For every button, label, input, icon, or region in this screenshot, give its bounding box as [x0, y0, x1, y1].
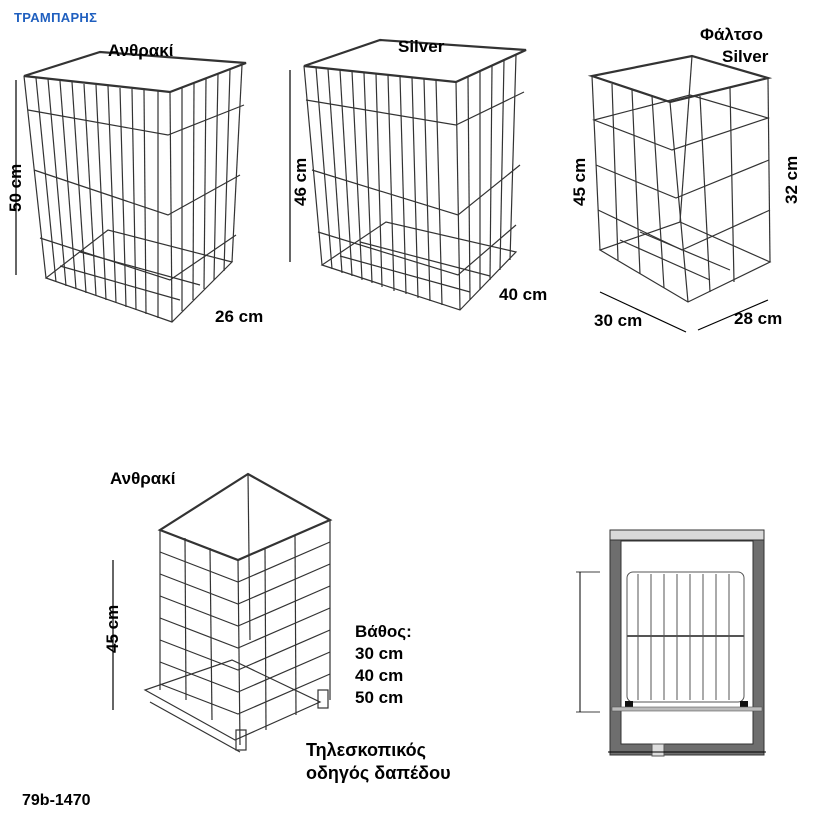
basket-2-width: 40 cm — [499, 285, 548, 304]
pullout-depth-label: Βάθος: — [355, 622, 412, 641]
basket-3-title-line2: Silver — [722, 47, 769, 66]
pullout-height: 45 cm — [103, 604, 122, 653]
basket-3-width: 28 cm — [734, 309, 783, 328]
basket-2-height: 46 cm — [291, 157, 310, 206]
basket-2-drawing — [304, 37, 526, 310]
basket-1-height: 50 cm — [6, 163, 25, 212]
basket-3-drawing — [592, 56, 770, 302]
basket-3-height-right: 32 cm — [782, 155, 801, 204]
pullout-guide-line1: Τηλεσκοπικός — [306, 740, 427, 760]
pullout-basket-drawing — [145, 474, 330, 752]
basket-3-height-left: 45 cm — [570, 157, 589, 206]
cabinet-section-drawing — [576, 530, 766, 756]
basket-3-title-line1: Φάλτσο — [700, 25, 763, 44]
basket-1-width: 26 cm — [215, 307, 264, 326]
pullout-depth-1: 30 cm — [355, 644, 404, 663]
brand-logo: ΤΡΑΜΠΑΡΗΣ — [14, 10, 98, 25]
pullout-title: Ανθρακί — [110, 469, 176, 488]
pullout-guide-line2: οδηγός δαπέδου — [306, 763, 451, 783]
product-code: 79b-1470 — [22, 792, 91, 809]
basket-3-depth: 30 cm — [594, 311, 643, 330]
pullout-depth-2: 40 cm — [355, 666, 404, 685]
basket-2-title: Silver — [398, 37, 445, 56]
pullout-depth-3: 50 cm — [355, 688, 404, 707]
basket-1-drawing — [24, 52, 246, 322]
basket-1-title: Ανθρακί — [108, 41, 174, 60]
